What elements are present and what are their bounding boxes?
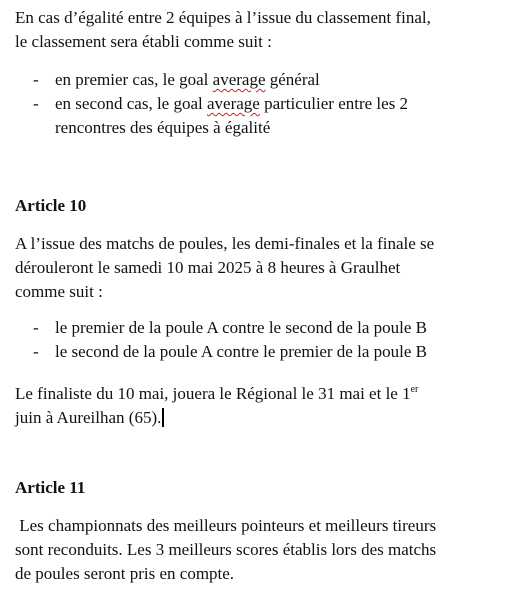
dash-bullet: - (33, 94, 39, 113)
list-item-text: le second de la poule A contre le premier de la poule B (55, 342, 427, 361)
article-10-heading: Article 10 (15, 196, 87, 215)
ordinal-superscript: er (410, 384, 419, 395)
spellcheck-underlined-word: average (207, 94, 260, 113)
list-item (15, 68, 495, 92)
finalist-paragraph (15, 382, 495, 430)
article-11-body (15, 514, 495, 586)
list-item-text: en second cas, le goal (55, 94, 207, 113)
tie-line-1: En cas d’égalité entre 2 équipes à l’issue du classement final, (15, 8, 431, 27)
dash-bullet: - (33, 342, 39, 361)
tie-line-2: le classement sera établi comme suit : (15, 32, 272, 51)
dash-bullet: - (33, 318, 39, 337)
article-10-line-3: comme suit : (15, 282, 103, 301)
tie-rules-list (15, 68, 495, 140)
list-item (15, 316, 495, 340)
article-10-line-2: dérouleront le samedi 10 mai 2025 à 8 heures à Graulhet (15, 258, 401, 277)
finalist-text: Le finaliste du 10 mai, jouera le Régional le 31 mai et le 1 (15, 384, 411, 403)
list-item-text: en premier cas, le goal (55, 70, 213, 89)
list-item (15, 340, 495, 364)
list-item-text-continued: rencontres des équipes à égalité (55, 118, 271, 137)
list-item-text-end: général (265, 70, 320, 89)
article-10-intro (15, 232, 495, 304)
list-item-text-end: particulier entre les 2 (259, 94, 409, 113)
list-item (15, 92, 495, 140)
finalist-text-end: juin à Aureilhan (65). (15, 408, 162, 427)
semifinal-list (15, 316, 495, 364)
tie-paragraph (15, 6, 495, 54)
spellcheck-underlined-word: average (212, 70, 266, 89)
article-11-heading: Article 11 (15, 478, 86, 497)
dash-bullet: - (33, 70, 39, 89)
article-11-line-3: de poules seront pris en compte. (15, 564, 235, 583)
finalist-line-1 (15, 382, 495, 406)
article-11-line-1: Les championnats des meilleurs pointeurs et meilleurs tireurs (15, 516, 437, 535)
finalist-line-2[interactable] (15, 406, 495, 430)
article-11-line-2: sont reconduits. Les 3 meilleurs scores établis lors des matchs (15, 540, 437, 559)
article-10-line-1: A l’issue des matchs de poules, les demi-finales et la finale se (15, 234, 435, 253)
text-cursor (162, 408, 164, 427)
list-item-text: le premier de la poule A contre le second de la poule B (55, 318, 427, 337)
